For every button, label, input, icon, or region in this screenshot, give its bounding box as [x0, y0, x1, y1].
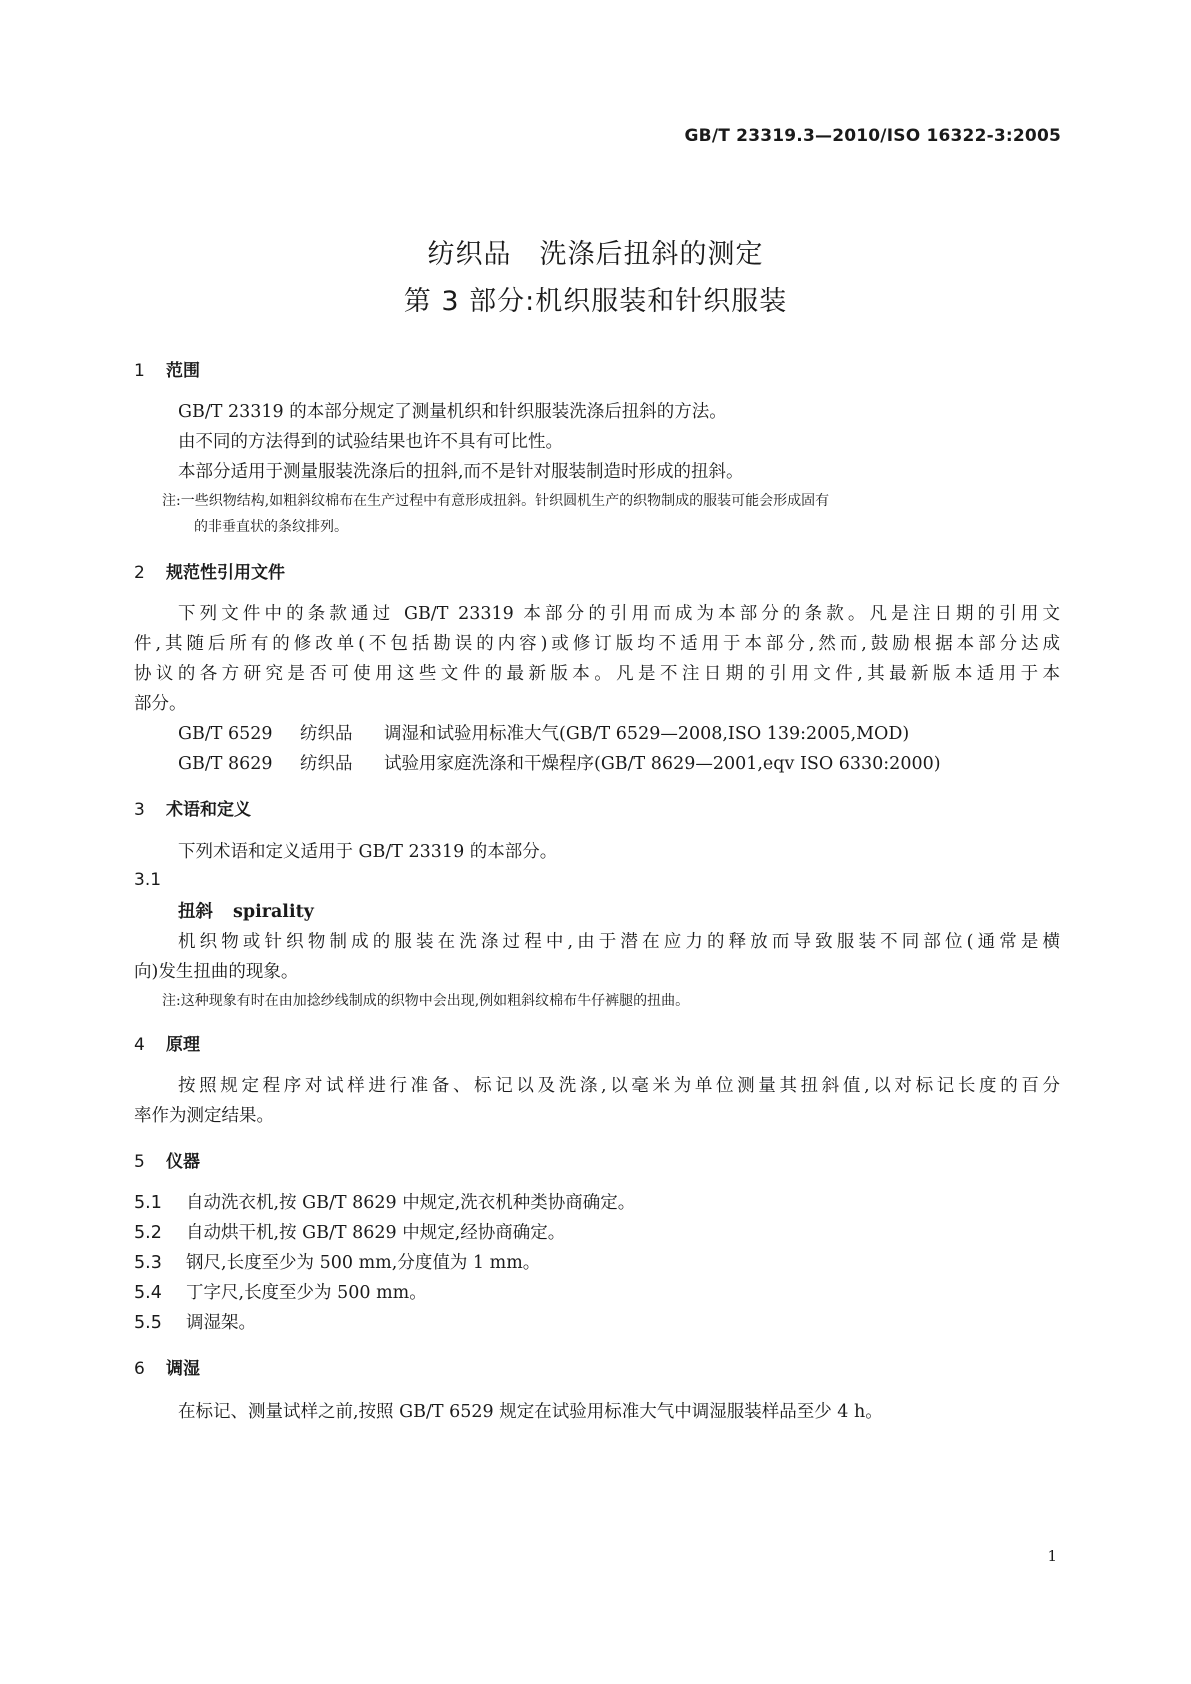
section-4-heading	[134, 1030, 200, 1055]
reference-category: 纺织品	[300, 724, 353, 744]
reference-code: GB/T 8629	[178, 754, 273, 774]
paragraph: 在标记、测量试样之前,按照 GB/T 6529 规定在试验用标准大气中调湿服装样品至少 4 h。	[178, 1402, 883, 1422]
section-1-heading	[134, 356, 200, 381]
paragraph: 本部分适用于测量服装洗涤后的扭斜,而不是针对服装制造时形成的扭斜。	[178, 462, 744, 482]
section-number: 6	[134, 1359, 145, 1379]
definition-line: 向)发生扭曲的现象。	[134, 962, 299, 982]
section-number: 3	[134, 800, 145, 820]
section-title: 规范性引用文件	[166, 563, 285, 583]
paragraph: GB/T 23319 的本部分规定了测量机织和针织服装洗涤后扭斜的方法。	[178, 402, 727, 422]
reference-title: 试验用家庭洗涤和干燥程序(GB/T 8629—2001,eqv ISO 6330:2000)	[384, 754, 941, 774]
paragraph-line: 件,其随后所有的修改单(不包括勘误的内容)或修订版均不适用于本部分,然而,鼓励根据本部分达成	[134, 634, 1060, 654]
term-english: spirality	[233, 902, 314, 922]
section-number: 5	[134, 1152, 145, 1172]
list-item	[134, 1249, 540, 1274]
paragraph-line: 协议的各方研究是否可使用这些文件的最新版本。凡是不注日期的引用文件,其最新版本适用于本	[134, 664, 1060, 684]
term-entry	[178, 898, 314, 923]
item-number: 5.5	[134, 1313, 162, 1333]
title-line-2: 第 3 部分:机织服装和针织服装	[403, 286, 788, 317]
item-text: 自动洗衣机,按 GB/T 8629 中规定,洗衣机种类协商确定。	[186, 1193, 636, 1213]
section-5-heading	[134, 1147, 200, 1172]
item-number: 5.2	[134, 1223, 162, 1243]
reference-entry	[178, 720, 909, 745]
definition-line: 机织物或针织物制成的服装在洗涤过程中,由于潜在应力的释放而导致服装不同部位(通常是横	[178, 932, 1060, 952]
section-title: 仪器	[166, 1152, 200, 1172]
note: 注:这种现象有时在由加捻纱线制成的织物中会出现,例如粗斜纹棉布牛仔裤腿的扭曲。	[162, 993, 690, 1009]
paragraph-line: 下列文件中的条款通过 GB/T 23319 本部分的引用而成为本部分的条款。凡是注日期的引用文	[178, 604, 1060, 624]
item-text: 丁字尺,长度至少为 500 mm。	[186, 1283, 427, 1303]
item-text: 钢尺,长度至少为 500 mm,分度值为 1 mm。	[186, 1253, 541, 1273]
section-title: 原理	[166, 1035, 200, 1055]
page-number: 1	[1047, 1547, 1057, 1565]
list-item	[134, 1279, 427, 1304]
standard-code: GB/T 23319.3—2010/ISO 16322-3:2005	[684, 126, 1061, 146]
list-item	[134, 1309, 256, 1334]
paragraph-line: 部分。	[134, 694, 187, 714]
section-number: 4	[134, 1035, 145, 1055]
section-6-heading	[134, 1354, 200, 1379]
note: 注:一些织物结构,如粗斜纹棉布在生产过程中有意形成扭斜。针织圆机生产的织物制成的服装可能会形成固有	[162, 493, 830, 509]
reference-title: 调湿和试验用标准大气(GB/T 6529—2008,ISO 139:2005,MOD)	[384, 724, 910, 744]
paragraph: 由不同的方法得到的试验结果也许不具有可比性。	[178, 432, 563, 452]
section-3-heading	[134, 795, 251, 820]
title-line-1: 纺织品 洗涤后扭斜的测定	[427, 239, 764, 270]
section-title: 调湿	[166, 1359, 200, 1379]
item-text: 自动烘干机,按 GB/T 8629 中规定,经协商确定。	[186, 1223, 566, 1243]
subsection-number: 3.1	[134, 870, 162, 890]
paragraph-line: 按照规定程序对试样进行准备、标记以及洗涤,以毫米为单位测量其扭斜值,以对标记长度的百分	[178, 1076, 1060, 1096]
reference-category: 纺织品	[300, 754, 353, 774]
section-2-heading	[134, 558, 285, 583]
list-item	[134, 1219, 565, 1244]
section-title: 术语和定义	[166, 800, 251, 820]
item-number: 5.4	[134, 1283, 162, 1303]
section-title: 范围	[166, 361, 200, 381]
note-continued: 的非垂直状的条纹排列。	[194, 519, 348, 535]
section-number: 1	[134, 361, 145, 381]
paragraph-line: 率作为测定结果。	[134, 1106, 274, 1126]
paragraph: 下列术语和定义适用于 GB/T 23319 的本部分。	[178, 842, 558, 862]
section-number: 2	[134, 563, 145, 583]
term-chinese: 扭斜	[178, 902, 213, 922]
reference-code: GB/T 6529	[178, 724, 273, 744]
item-number: 5.3	[134, 1253, 162, 1273]
item-text: 调湿架。	[186, 1313, 256, 1333]
reference-entry	[178, 750, 941, 775]
list-item	[134, 1189, 635, 1214]
item-number: 5.1	[134, 1193, 162, 1213]
